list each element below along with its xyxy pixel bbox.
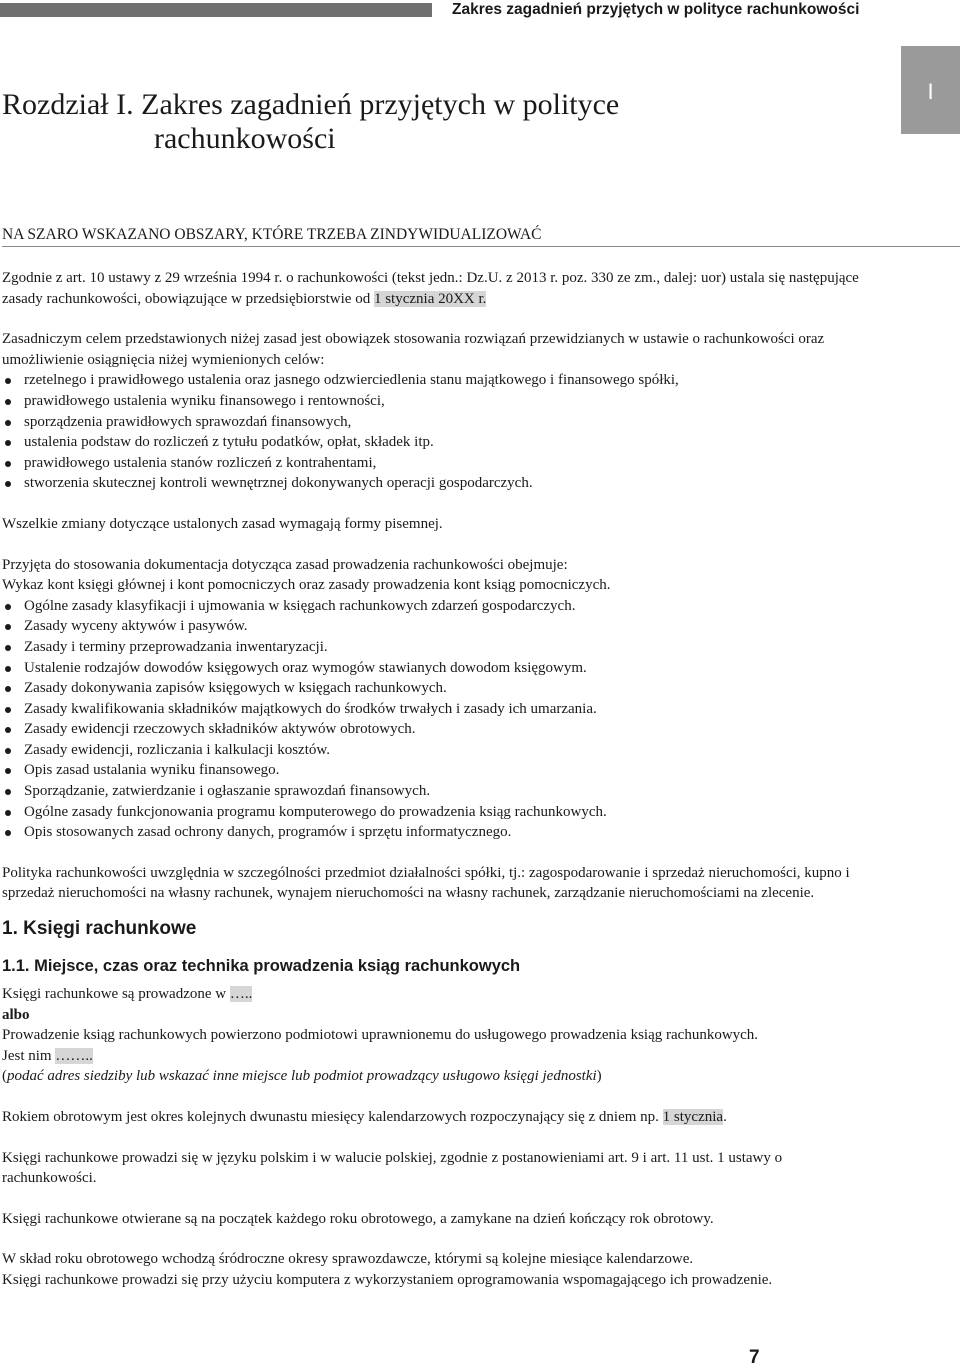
books-location-text: Księgi rachunkowe są prowadzone w bbox=[2, 986, 230, 1003]
goals-list-item: rzetelnego i prawidłowego ustalenia oraz jasnego odzwierciedlenia stanu majątkowego i finansowego spółki, bbox=[2, 370, 864, 391]
instruction-open-paren: ( bbox=[2, 1068, 7, 1085]
provider-line bbox=[2, 1046, 864, 1067]
documentation-list-item: Zasady kwalifikowania składników majątkowych do środków trwałych i zasady ich umarzania. bbox=[2, 699, 864, 720]
provider-text: Jest nim bbox=[2, 1047, 56, 1064]
running-header-title: Zakres zagadnień przyjętych w polityce rachunkowości bbox=[452, 1, 860, 18]
instruction-line bbox=[2, 1066, 864, 1087]
documentation-list-item: Zasady wyceny aktywów i pasywów. bbox=[2, 616, 864, 637]
documentation-list-item: Ogólne zasady funkcjonowania programu komputerowego do prowadzenia ksiąg rachunkowych. bbox=[2, 802, 864, 823]
chapter-title-line2: rachunkowości bbox=[154, 122, 336, 155]
fiscal-year-end: . bbox=[723, 1109, 727, 1125]
section-heading: 1. Księgi rachunkowe bbox=[2, 918, 197, 940]
goals-list-item: prawidłowego ustalenia stanów rozliczeń z kontrahentami, bbox=[2, 453, 864, 474]
documentation-list-item: Zasady ewidencji rzeczowych składników aktywów obrotowych. bbox=[2, 719, 864, 740]
documentation-list bbox=[2, 596, 864, 843]
instruction-text: podać adres siedziby lub wskazać inne miejsce lub podmiot prowadzący usługowo księgi jednostki bbox=[7, 1068, 597, 1085]
documentation-list-item: Opis stosowanych zasad ochrony danych, programów i sprzętu informatycznego. bbox=[2, 822, 864, 843]
documentation-list-item: Opis zasad ustalania wyniku finansowego. bbox=[2, 760, 864, 781]
chapter-tab-label: I bbox=[927, 79, 934, 104]
notice-divider bbox=[2, 246, 960, 247]
books-location-line bbox=[2, 984, 864, 1005]
page-number: 7 bbox=[749, 1347, 760, 1368]
documentation-lead: Przyjęta do stosowania dokumentacja dotycząca zasad prowadzenia rachunkowości obejmuje: bbox=[2, 556, 568, 573]
header-bar bbox=[0, 3, 432, 17]
books-location-blank: ….. bbox=[229, 986, 253, 1003]
chapter-title bbox=[2, 88, 862, 156]
provider-blank: …….. bbox=[55, 1047, 93, 1064]
goals-list-item: ustalenia podstaw do rozliczeń z tytułu podatków, opłat, składek itp. bbox=[2, 432, 864, 453]
intro-paragraph bbox=[2, 268, 864, 309]
documentation-list-item: Zasady ewidencji, rozliczania i kalkulacji kosztów. bbox=[2, 740, 864, 761]
or-label-text: albo bbox=[2, 1006, 30, 1023]
goals-list-item: sporządzenia prawidłowych sprawozdań finansowych, bbox=[2, 412, 864, 433]
documentation-list-item: Ogólne zasady klasyfikacji i ujmowania w księgach rachunkowych zdarzeń gospodarczych. bbox=[2, 596, 864, 617]
goals-list-item: prawidłowego ustalenia wyniku finansowego i rentowności, bbox=[2, 391, 864, 412]
fiscal-year-text: Rokiem obrotowym jest okres kolejnych dwunastu miesięcy kalendarzowych rozpoczynający się z dniem np. bbox=[2, 1109, 663, 1125]
changes-note: Wszelkie zmiany dotyczące ustalonych zasad wymagają formy pisemnej. bbox=[2, 515, 443, 532]
documentation-first-line: Wykaz kont księgi głównej i kont pomocniczych oraz zasady prowadzenia kont ksiąg pomocniczych. bbox=[2, 577, 611, 594]
outsourcing-line: Prowadzenie ksiąg rachunkowych powierzono podmiotowi uprawnionemu do usługowego prowadzenia ksiąg rachunkowych. bbox=[2, 1027, 759, 1044]
policy-scope-paragraph: Polityka rachunkowości uwzględnia w szczególności przedmiot działalności spółki, tj.: zagospodarowanie i sprzedaż nieruchomości, kupno i sprzedaż nieruchomości na własny rachunek, wynajem nieruchomości na własny rachunek, zarządzanie nieruchomościami na zlecenie. bbox=[2, 864, 850, 902]
fiscal-year-paragraph bbox=[2, 1107, 864, 1128]
documentation-list-item: Ustalenie rodzajów dowodów księgowych oraz wymogów stawianych dowodom księgowym. bbox=[2, 658, 864, 679]
chapter-tab bbox=[901, 46, 960, 134]
or-label bbox=[2, 1005, 864, 1026]
fiscal-year-date-highlight: 1 stycznia bbox=[662, 1109, 724, 1125]
chapter-title-line1: Rozdział I. Zakres zagadnień przyjętych w polityce bbox=[2, 88, 620, 121]
language-paragraph: Księgi rachunkowe prowadzi się w języku polskim i w walucie polskiej, zgodnie z postanowieniami art. 9 i art. 11 ust. 1 ustawy o rachunkowości. bbox=[2, 1149, 783, 1187]
periods-paragraph: W skład roku obrotowego wchodzą śródroczne okresy sprawozdawcze, którymi są kolejne miesiące kalendarzowe. bbox=[2, 1251, 694, 1268]
computer-paragraph: Księgi rachunkowe prowadzi się przy użyciu komputera z wykorzystaniem oprogramowania wspomagającego ich prowadzenie. bbox=[2, 1271, 773, 1288]
goals-list-item: stworzenia skutecznej kontroli wewnętrznej dokonywanych operacji gospodarczych. bbox=[2, 473, 864, 494]
intro-text: Zgodnie z art. 10 ustawy z 29 września 1994 r. o rachunkowości (tekst jedn.: Dz.U. z 2013 r. poz. 330 ze zm., dalej: uor) ustala się następujące zasady rachunkowości, obowiązujące w przedsiębiorstwie od bbox=[2, 270, 859, 307]
page-content bbox=[2, 268, 864, 1291]
opening-paragraph: Księgi rachunkowe otwierane są na początek każdego roku obrotowego, a zamykane na dzień kończący rok obrotowy. bbox=[2, 1210, 714, 1227]
grey-areas-notice: NA SZARO WSKAZANO OBSZARY, KTÓRE TRZEBA ZINDYWIDUALIZOWAĆ bbox=[2, 226, 542, 243]
goals-lead: Zasadniczym celem przedstawionych niżej zasad jest obowiązek stosowania rozwiązań przewidzianych w ustawie o rachunkowości oraz umożliwienie osiągnięcia niżej wymienionych celów: bbox=[2, 331, 825, 368]
goals-list bbox=[2, 370, 864, 494]
documentation-list-item: Sporządzanie, zatwierdzanie i ogłaszanie sprawozdań finansowych. bbox=[2, 781, 864, 802]
subsection-heading: 1.1. Miejsce, czas oraz technika prowadzenia ksiąg rachunkowych bbox=[2, 957, 521, 976]
documentation-list-item: Zasady i terminy przeprowadzania inwentaryzacji. bbox=[2, 637, 864, 658]
documentation-list-item: Zasady dokonywania zapisów księgowych w księgach rachunkowych. bbox=[2, 678, 864, 699]
instruction-close-paren: ) bbox=[596, 1068, 602, 1085]
intro-date-highlight: 1 stycznia 20XX r. bbox=[373, 290, 487, 307]
